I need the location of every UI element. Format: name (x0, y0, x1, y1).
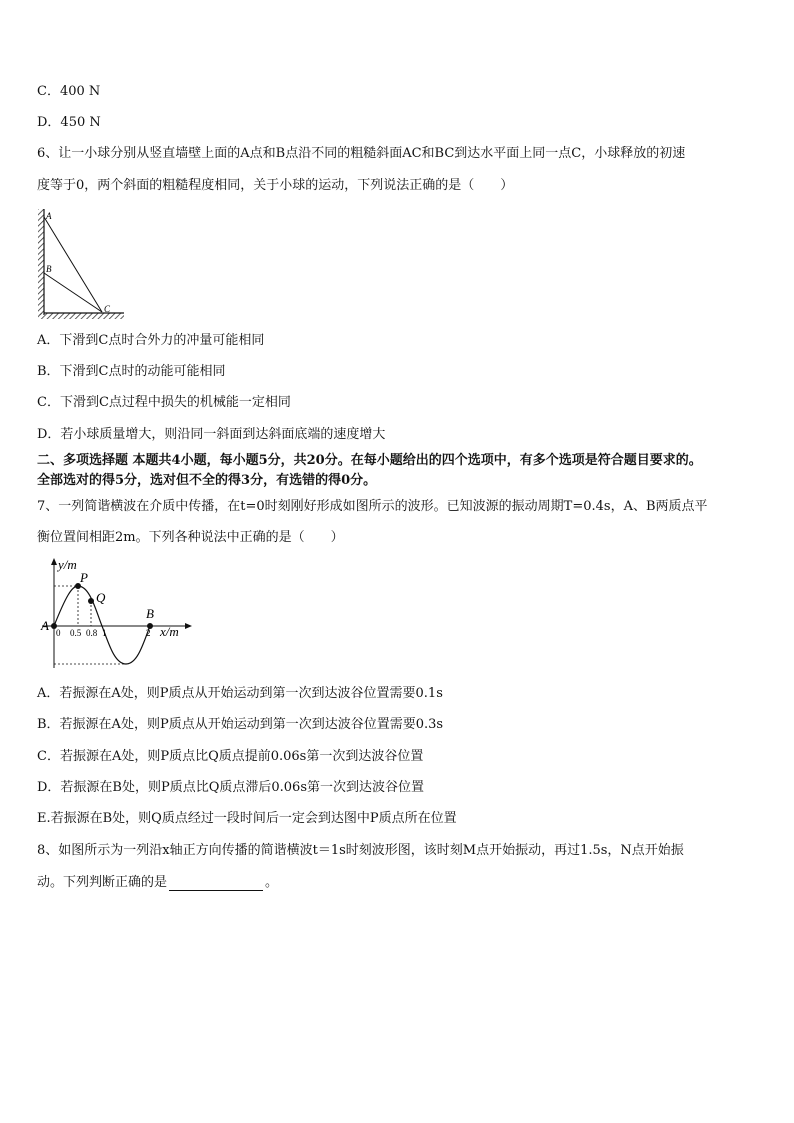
q7-stem-line1: 7、一列简谐横波在介质中传播，在t=0时刻刚好形成如图所示的波形。已知波源的振动周期T=0.4s，A、B两质点平 (37, 499, 708, 514)
q6-stem-line2: 度等于0，两个斜面的粗糙程度相同，关于小球的运动，下列说法正确的是（ ） (37, 178, 514, 193)
q7-option-a: A．若振源在A处，则P质点从开始运动到第一次到达波谷位置需要0.1s (37, 686, 443, 701)
incline-ac (44, 217, 102, 312)
q6-option-d: D．若小球质量增大，则沿同一斜面到达斜面底端的速度增大 (37, 427, 386, 442)
q8-stem-after-blank: 。 (265, 875, 279, 890)
y-axis-label: y/m (58, 557, 77, 572)
tick-0.5: 0.5 (70, 628, 82, 638)
q7-stem-line2: 衡位置间相距2m。下列各种说法中正确的是（ ） (37, 530, 344, 545)
q8-stem-line2 (37, 875, 278, 891)
ground (38, 313, 124, 319)
label-a: A (41, 618, 49, 633)
tick-2: 2 (146, 628, 151, 638)
label-b: B (46, 264, 52, 274)
section2-line2: 全部选对的得5分，选对但不全的得3分，有选错的得0分。 (37, 473, 377, 488)
q7-option-c: C．若振源在A处，则P质点比Q质点提前0.06s第一次到达波谷位置 (37, 749, 424, 764)
q8-stem-before-blank: 动。下列判断正确的是 (37, 875, 168, 890)
q7-option-b: B．若振源在A处，则P质点从开始运动到第一次到达波谷位置需要0.3s (37, 717, 444, 732)
q7-option-e: E.若振源在B处，则Q质点经过一段时间后一定会到达图中P质点所在位置 (37, 811, 457, 826)
tick-1: 1 (102, 628, 107, 638)
q6-option-b: B．下滑到C点时的动能可能相同 (37, 364, 226, 379)
point-q (88, 598, 94, 604)
q6-incline-figure (36, 205, 126, 323)
q5-option-c: C．400 N (37, 84, 101, 99)
label-q: Q (96, 590, 106, 605)
q6-option-c: C．下滑到C点过程中损失的机械能一定相同 (37, 395, 291, 410)
q8-answer-blank[interactable] (169, 878, 263, 891)
label-p: P (80, 570, 88, 585)
q6-option-a: A．下滑到C点时合外力的冲量可能相同 (37, 333, 265, 348)
q5-option-d: D．450 N (37, 115, 101, 130)
label-c: C (104, 304, 111, 314)
wall (38, 209, 44, 315)
q8-stem-line1: 8、如图所示为一列沿x轴正方向传播的简谐横波t＝1s时刻波形图，该时刻M点开始振动，再过1.5s，N点开始振 (37, 843, 684, 858)
section2-line1: 二、多项选择题 本题共4小题，每小题5分，共20分。在每小题给出的四个选项中，有多个选项是符合题目要求的。 (37, 453, 702, 468)
tick-0: 0 (56, 628, 61, 638)
incline-bc (44, 273, 102, 312)
q6-stem-line1: 6、让一小球分别从竖直墙壁上面的A点和B点沿不同的粗糙斜面AC和BC到达水平面上同一点C，小球释放的初速 (37, 146, 686, 161)
q7-option-d: D．若振源在B处，则P质点比Q质点滞后0.06s第一次到达波谷位置 (37, 780, 424, 795)
label-b: B (146, 606, 154, 621)
tick-0.8: 0.8 (86, 628, 98, 638)
x-axis-label: x/m (160, 624, 179, 639)
q7-wave-figure (38, 556, 198, 672)
label-a: A (46, 211, 52, 221)
